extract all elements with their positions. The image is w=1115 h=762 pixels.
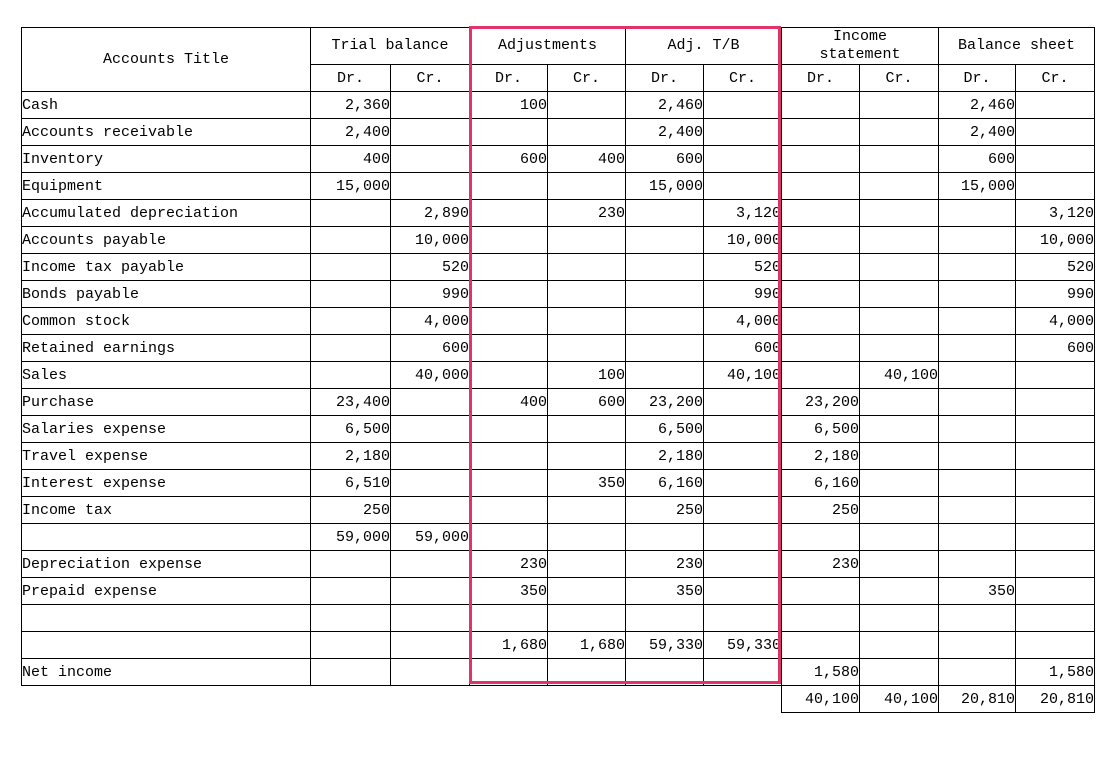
adjusted-tb-credit-cell — [704, 416, 782, 443]
income-statement-credit-cell — [860, 443, 939, 470]
worksheet-table — [21, 27, 1095, 713]
account-title-cell: Inventory — [22, 146, 311, 173]
trial-balance-credit-cell — [391, 92, 470, 119]
adjusted-tb-credit-cell — [704, 443, 782, 470]
trial-balance-debit-cell: 400 — [311, 146, 391, 173]
table-row — [22, 92, 1095, 119]
balance-sheet-credit-cell — [1016, 578, 1095, 605]
adjustments-credit-cell — [548, 119, 626, 146]
trial-balance-credit-cell: 10,000 — [391, 227, 470, 254]
adjusted-tb-debit-cell — [626, 659, 704, 686]
income-statement-credit-cell — [860, 308, 939, 335]
adjustments-debit-cell — [470, 362, 548, 389]
table-row — [22, 362, 1095, 389]
adjusted-tb-debit-cell — [626, 335, 704, 362]
trial-balance-debit-cell: 15,000 — [311, 173, 391, 200]
adjusted-tb-debit-cell: 15,000 — [626, 173, 704, 200]
trial-balance-debit-cell — [311, 659, 391, 686]
balance-sheet-credit-cell: 10,000 — [1016, 227, 1095, 254]
income-statement-debit-cell — [782, 578, 860, 605]
adjusted-tb-credit-cell: 10,000 — [704, 227, 782, 254]
trial-balance-credit-cell — [391, 416, 470, 443]
income-statement-debit-cell — [782, 146, 860, 173]
table-row — [22, 497, 1095, 524]
trial-balance-credit-cell — [391, 173, 470, 200]
trial-balance-debit-cell — [311, 362, 391, 389]
trial-balance-credit-cell — [391, 146, 470, 173]
table-row — [22, 524, 1095, 551]
balance-sheet-credit-cell — [1016, 551, 1095, 578]
balance-sheet-debit-cell — [939, 470, 1016, 497]
balance-sheet-debit-cell: 2,460 — [939, 92, 1016, 119]
balance-sheet-credit-cell — [1016, 632, 1095, 659]
trial-balance-debit-cell: 250 — [311, 497, 391, 524]
income-statement-credit-cell — [860, 524, 939, 551]
income-statement-debit-cell — [782, 524, 860, 551]
adjustments-credit-cell: 230 — [548, 200, 626, 227]
balance-sheet-debit-cell — [939, 443, 1016, 470]
income-statement-debit-cell: 2,180 — [782, 443, 860, 470]
account-title-cell: Equipment — [22, 173, 311, 200]
income-statement-credit-header: Cr. — [860, 65, 939, 92]
income-statement-debit-cell — [782, 227, 860, 254]
table-row — [22, 470, 1095, 497]
balance-sheet-credit-cell: 1,580 — [1016, 659, 1095, 686]
income-statement-debit-cell: 1,580 — [782, 659, 860, 686]
income-statement-credit-total: 40,100 — [860, 686, 939, 713]
empty-cell — [391, 686, 470, 713]
table-row — [22, 254, 1095, 281]
empty-cell — [704, 686, 782, 713]
adjusted-tb-credit-cell — [704, 470, 782, 497]
income-statement-credit-cell — [860, 227, 939, 254]
adjusted-tb-credit-cell — [704, 146, 782, 173]
empty-cell — [626, 686, 704, 713]
adjustments-credit-cell — [548, 578, 626, 605]
table-row — [22, 119, 1095, 146]
balance-sheet-credit-header: Cr. — [1016, 65, 1095, 92]
account-title-cell: Accounts receivable — [22, 119, 311, 146]
table-row — [22, 416, 1095, 443]
adjustments-credit-cell — [548, 308, 626, 335]
trial-balance-credit-cell: 990 — [391, 281, 470, 308]
income-statement-debit-cell — [782, 173, 860, 200]
trial-balance-credit-cell — [391, 551, 470, 578]
table-row — [22, 200, 1095, 227]
balance-sheet-credit-cell — [1016, 173, 1095, 200]
income-statement-debit-cell: 250 — [782, 497, 860, 524]
balance-sheet-credit-cell — [1016, 416, 1095, 443]
adjusted-tb-debit-cell: 350 — [626, 578, 704, 605]
income-statement-debit-cell: 230 — [782, 551, 860, 578]
adjusted-tb-debit-cell: 2,400 — [626, 119, 704, 146]
balance-sheet-credit-cell — [1016, 497, 1095, 524]
adjusted-tb-debit-cell: 2,460 — [626, 92, 704, 119]
adjusted-tb-debit-cell — [626, 605, 704, 632]
balance-sheet-debit-cell — [939, 227, 1016, 254]
income-statement-credit-cell — [860, 335, 939, 362]
accounts-title-header: Accounts Title — [22, 28, 311, 92]
balance-sheet-credit-cell: 520 — [1016, 254, 1095, 281]
account-title-cell: Depreciation expense — [22, 551, 311, 578]
table-row — [22, 443, 1095, 470]
trial-balance-debit-cell — [311, 632, 391, 659]
account-title-cell: Travel expense — [22, 443, 311, 470]
adjustments-credit-header: Cr. — [548, 65, 626, 92]
adjusted-tb-debit-cell — [626, 200, 704, 227]
adjusted-tb-debit-header: Dr. — [626, 65, 704, 92]
adjusted-tb-debit-cell: 6,500 — [626, 416, 704, 443]
adjustments-debit-cell — [470, 416, 548, 443]
balance-sheet-credit-cell — [1016, 470, 1095, 497]
adjustments-credit-cell — [548, 497, 626, 524]
table-row — [22, 335, 1095, 362]
account-title-cell: Interest expense — [22, 470, 311, 497]
income-statement-debit-cell — [782, 200, 860, 227]
balance-sheet-debit-cell — [939, 389, 1016, 416]
account-title-cell: Cash — [22, 92, 311, 119]
income-statement-credit-cell — [860, 470, 939, 497]
income-statement-header: Income statement — [782, 28, 939, 65]
adjustments-debit-cell — [470, 119, 548, 146]
trial-balance-credit-cell — [391, 497, 470, 524]
account-title-cell: Retained earnings — [22, 335, 311, 362]
empty-cell — [22, 686, 311, 713]
income-statement-debit-cell — [782, 335, 860, 362]
account-title-cell — [22, 632, 311, 659]
adjusted-tb-credit-cell: 3,120 — [704, 200, 782, 227]
income-statement-credit-cell — [860, 632, 939, 659]
account-title-cell: Salaries expense — [22, 416, 311, 443]
trial-balance-credit-cell: 2,890 — [391, 200, 470, 227]
income-statement-credit-cell — [860, 173, 939, 200]
trial-balance-debit-cell: 23,400 — [311, 389, 391, 416]
adjusted-tb-debit-cell: 23,200 — [626, 389, 704, 416]
adjusted-tb-debit-cell — [626, 281, 704, 308]
trial-balance-credit-cell: 600 — [391, 335, 470, 362]
table-row — [22, 146, 1095, 173]
trial-balance-debit-cell — [311, 335, 391, 362]
adjustments-credit-cell — [548, 524, 626, 551]
adjustments-debit-cell — [470, 497, 548, 524]
income-statement-credit-cell: 40,100 — [860, 362, 939, 389]
adjusted-tb-debit-cell — [626, 308, 704, 335]
income-statement-debit-cell — [782, 119, 860, 146]
income-statement-credit-cell — [860, 281, 939, 308]
adjustments-credit-cell: 350 — [548, 470, 626, 497]
income-statement-debit-cell — [782, 632, 860, 659]
adjustments-debit-cell — [470, 200, 548, 227]
balance-sheet-debit-cell — [939, 308, 1016, 335]
balance-sheet-credit-cell — [1016, 524, 1095, 551]
adjustments-debit-cell — [470, 308, 548, 335]
balance-sheet-credit-cell — [1016, 119, 1095, 146]
income-statement-debit-cell: 23,200 — [782, 389, 860, 416]
balance-sheet-debit-cell: 15,000 — [939, 173, 1016, 200]
income-statement-credit-cell — [860, 578, 939, 605]
trial-balance-debit-cell: 2,360 — [311, 92, 391, 119]
trial-balance-credit-cell: 520 — [391, 254, 470, 281]
income-statement-credit-cell — [860, 200, 939, 227]
balance-sheet-debit-cell — [939, 254, 1016, 281]
trial-balance-debit-cell — [311, 200, 391, 227]
balance-sheet-header: Balance sheet — [939, 28, 1095, 65]
table-row — [22, 578, 1095, 605]
adjusted-tb-debit-cell — [626, 362, 704, 389]
table-row — [22, 632, 1095, 659]
income-statement-credit-cell — [860, 92, 939, 119]
trial-balance-credit-cell: 4,000 — [391, 308, 470, 335]
adjustments-debit-cell: 100 — [470, 92, 548, 119]
adjustments-credit-cell — [548, 551, 626, 578]
income-statement-debit-cell — [782, 362, 860, 389]
adjustments-credit-cell — [548, 416, 626, 443]
balance-sheet-credit-cell — [1016, 146, 1095, 173]
adjusted-trial-balance-header: Adj. T/B — [626, 28, 782, 65]
account-title-cell: Prepaid expense — [22, 578, 311, 605]
trial-balance-debit-cell — [311, 227, 391, 254]
adjustments-debit-cell: 230 — [470, 551, 548, 578]
adjustments-credit-cell — [548, 605, 626, 632]
income-statement-credit-cell — [860, 416, 939, 443]
trial-balance-credit-cell: 40,000 — [391, 362, 470, 389]
balance-sheet-debit-cell — [939, 416, 1016, 443]
trial-balance-debit-header: Dr. — [311, 65, 391, 92]
adjusted-tb-credit-cell — [704, 578, 782, 605]
account-title-cell: Bonds payable — [22, 281, 311, 308]
adjustments-credit-cell — [548, 173, 626, 200]
adjusted-tb-credit-cell: 4,000 — [704, 308, 782, 335]
balance-sheet-debit-cell — [939, 335, 1016, 362]
income-statement-credit-cell — [860, 497, 939, 524]
balance-sheet-debit-cell: 600 — [939, 146, 1016, 173]
adjusted-tb-credit-cell: 600 — [704, 335, 782, 362]
adjustments-debit-cell — [470, 443, 548, 470]
account-title-cell: Sales — [22, 362, 311, 389]
adjustments-debit-cell — [470, 605, 548, 632]
income-statement-debit-cell: 6,160 — [782, 470, 860, 497]
income-statement-credit-cell — [860, 389, 939, 416]
income-statement-credit-cell — [860, 254, 939, 281]
income-statement-debit-cell — [782, 281, 860, 308]
trial-balance-credit-cell — [391, 389, 470, 416]
income-statement-credit-cell — [860, 659, 939, 686]
adjusted-tb-credit-cell — [704, 119, 782, 146]
table-row — [22, 389, 1095, 416]
balance-sheet-credit-cell — [1016, 362, 1095, 389]
adjustments-debit-cell — [470, 335, 548, 362]
account-title-cell — [22, 605, 311, 632]
adjustments-credit-cell — [548, 227, 626, 254]
balance-sheet-debit-cell — [939, 605, 1016, 632]
balance-sheet-credit-cell: 4,000 — [1016, 308, 1095, 335]
balance-sheet-credit-cell — [1016, 92, 1095, 119]
balance-sheet-credit-cell — [1016, 605, 1095, 632]
table-row — [22, 308, 1095, 335]
adjustments-credit-cell — [548, 92, 626, 119]
balance-sheet-debit-cell — [939, 632, 1016, 659]
trial-balance-credit-cell — [391, 659, 470, 686]
balance-sheet-credit-cell: 3,120 — [1016, 200, 1095, 227]
adjustments-debit-cell: 1,680 — [470, 632, 548, 659]
adjusted-tb-debit-cell: 600 — [626, 146, 704, 173]
account-title-cell: Accumulated depreciation — [22, 200, 311, 227]
adjustments-credit-cell — [548, 281, 626, 308]
income-statement-debit-cell — [782, 605, 860, 632]
trial-balance-debit-cell — [311, 281, 391, 308]
income-statement-credit-cell — [860, 551, 939, 578]
adjustments-credit-cell: 400 — [548, 146, 626, 173]
adjusted-tb-credit-cell: 40,100 — [704, 362, 782, 389]
account-title-cell: Net income — [22, 659, 311, 686]
table-row — [22, 659, 1095, 686]
balance-sheet-debit-cell: 2,400 — [939, 119, 1016, 146]
adjusted-tb-debit-cell: 59,330 — [626, 632, 704, 659]
adjusted-tb-credit-cell — [704, 551, 782, 578]
adjusted-tb-credit-cell — [704, 497, 782, 524]
adjusted-tb-credit-cell — [704, 605, 782, 632]
balance-sheet-debit-cell — [939, 200, 1016, 227]
trial-balance-debit-cell — [311, 308, 391, 335]
balance-sheet-debit-cell: 350 — [939, 578, 1016, 605]
adjustments-credit-cell: 100 — [548, 362, 626, 389]
trial-balance-credit-header: Cr. — [391, 65, 470, 92]
trial-balance-debit-cell — [311, 551, 391, 578]
trial-balance-debit-cell: 2,180 — [311, 443, 391, 470]
income-statement-debit-cell: 6,500 — [782, 416, 860, 443]
table-row — [22, 227, 1095, 254]
table-row — [22, 281, 1095, 308]
adjustments-debit-cell — [470, 254, 548, 281]
balance-sheet-debit-cell — [939, 524, 1016, 551]
trial-balance-debit-cell: 2,400 — [311, 119, 391, 146]
adjustments-debit-cell — [470, 470, 548, 497]
empty-cell — [311, 686, 391, 713]
trial-balance-credit-cell — [391, 443, 470, 470]
adjustments-debit-header: Dr. — [470, 65, 548, 92]
income-statement-debit-cell — [782, 308, 860, 335]
account-title-cell: Purchase — [22, 389, 311, 416]
empty-cell — [470, 686, 548, 713]
adjusted-tb-credit-cell: 520 — [704, 254, 782, 281]
adjusted-tb-credit-cell — [704, 92, 782, 119]
balance-sheet-debit-cell — [939, 281, 1016, 308]
trial-balance-credit-cell — [391, 605, 470, 632]
adjusted-tb-credit-cell — [704, 173, 782, 200]
adjusted-tb-credit-cell — [704, 524, 782, 551]
adjusted-tb-debit-cell — [626, 254, 704, 281]
adjusted-tb-debit-cell — [626, 524, 704, 551]
trial-balance-debit-cell: 6,500 — [311, 416, 391, 443]
trial-balance-debit-cell — [311, 254, 391, 281]
trial-balance-credit-cell — [391, 119, 470, 146]
balance-sheet-debit-total: 20,810 — [939, 686, 1016, 713]
adjustments-credit-cell: 1,680 — [548, 632, 626, 659]
income-statement-debit-header: Dr. — [782, 65, 860, 92]
balance-sheet-debit-cell — [939, 362, 1016, 389]
account-title-cell: Income tax payable — [22, 254, 311, 281]
balance-sheet-debit-cell — [939, 659, 1016, 686]
adjustments-debit-cell: 600 — [470, 146, 548, 173]
adjustments-credit-cell: 600 — [548, 389, 626, 416]
table-row — [22, 173, 1095, 200]
trial-balance-credit-cell — [391, 470, 470, 497]
adjustments-header: Adjustments — [470, 28, 626, 65]
adjustments-credit-cell — [548, 254, 626, 281]
adjustments-debit-cell — [470, 173, 548, 200]
account-title-cell: Income tax — [22, 497, 311, 524]
adjustments-debit-cell — [470, 659, 548, 686]
adjusted-tb-debit-cell: 6,160 — [626, 470, 704, 497]
adjustments-credit-cell — [548, 659, 626, 686]
adjusted-tb-credit-cell: 990 — [704, 281, 782, 308]
worksheet-body — [22, 92, 1095, 713]
adjusted-tb-debit-cell: 230 — [626, 551, 704, 578]
trial-balance-credit-cell: 59,000 — [391, 524, 470, 551]
account-title-cell — [22, 524, 311, 551]
adjusted-tb-credit-cell: 59,330 — [704, 632, 782, 659]
income-statement-debit-total: 40,100 — [782, 686, 860, 713]
table-row — [22, 551, 1095, 578]
trial-balance-debit-cell: 59,000 — [311, 524, 391, 551]
adjustments-debit-cell: 350 — [470, 578, 548, 605]
trial-balance-debit-cell — [311, 578, 391, 605]
balance-sheet-credit-cell: 990 — [1016, 281, 1095, 308]
trial-balance-debit-cell — [311, 605, 391, 632]
adjusted-tb-debit-cell — [626, 227, 704, 254]
balance-sheet-credit-cell — [1016, 389, 1095, 416]
adjusted-tb-credit-header: Cr. — [704, 65, 782, 92]
trial-balance-credit-cell — [391, 578, 470, 605]
empty-cell — [548, 686, 626, 713]
adjustments-credit-cell — [548, 443, 626, 470]
adjustments-debit-cell — [470, 227, 548, 254]
adjusted-tb-credit-cell — [704, 389, 782, 416]
income-statement-debit-cell — [782, 254, 860, 281]
trial-balance-header: Trial balance — [311, 28, 470, 65]
adjusted-tb-credit-cell — [704, 659, 782, 686]
balance-sheet-debit-cell — [939, 497, 1016, 524]
adjustments-credit-cell — [548, 335, 626, 362]
income-statement-credit-cell — [860, 119, 939, 146]
balance-sheet-credit-cell — [1016, 443, 1095, 470]
account-title-cell: Accounts payable — [22, 227, 311, 254]
trial-balance-credit-cell — [391, 632, 470, 659]
adjustments-debit-cell — [470, 281, 548, 308]
income-statement-credit-cell — [860, 605, 939, 632]
income-statement-credit-cell — [860, 146, 939, 173]
adjustments-debit-cell: 400 — [470, 389, 548, 416]
account-title-cell: Common stock — [22, 308, 311, 335]
balance-sheet-credit-cell: 600 — [1016, 335, 1095, 362]
balance-sheet-debit-cell — [939, 551, 1016, 578]
adjusted-tb-debit-cell: 250 — [626, 497, 704, 524]
adjusted-tb-debit-cell: 2,180 — [626, 443, 704, 470]
table-row — [22, 605, 1095, 632]
income-statement-debit-cell — [782, 92, 860, 119]
balance-sheet-credit-total: 20,810 — [1016, 686, 1095, 713]
adjustments-debit-cell — [470, 524, 548, 551]
balance-sheet-debit-header: Dr. — [939, 65, 1016, 92]
trial-balance-debit-cell: 6,510 — [311, 470, 391, 497]
final-totals-row — [22, 686, 1095, 713]
